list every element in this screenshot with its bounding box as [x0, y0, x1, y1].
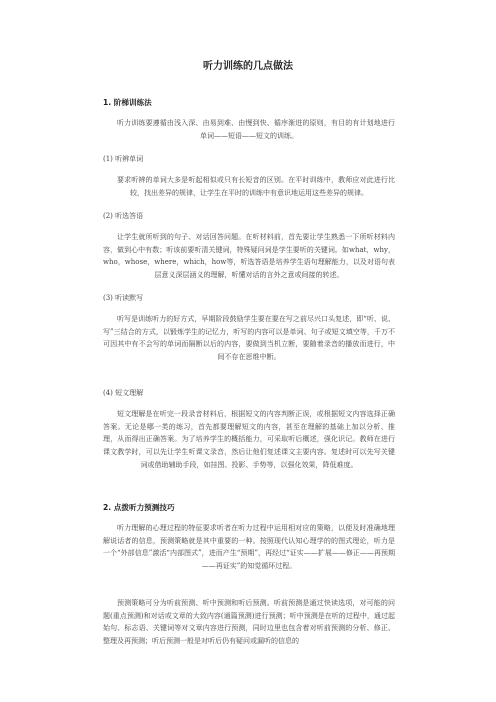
section-1-intro: 听力训练要遵循由浅入深、由易到难、由慢到快、循序渐进的原则，有目的有计划地进行单词——短语——短文的训练。 — [117, 119, 395, 140]
document-title: 听力训练的几点做法 — [203, 61, 293, 72]
section-2-heading: 2. 点拨听力预测技巧 — [103, 503, 175, 512]
item-1-label: (1) 听辨单词 — [103, 155, 144, 163]
item-4-text: 短文理解是在听完一段录音材料后，根据短文的内容判断正误，或根据短文内容选择正确答案。无论是哪一类的练习，首先都要理解短文的内容，甚至在理解的基础上加以分析、推理，从而得出正确答案。为了培养学生的概括能力，可采取听后概述，强化识记。教师在进行课文教学时，可以先让学生听课文录音，然后让他们复述课文主要内容。复述时可以先写关键词或借助辅助手段，如挂图、投影、手势等，以强化效果，降低难度。 — [103, 410, 395, 469]
item-4-label: (4) 短文理解 — [103, 389, 144, 397]
item-3-label: (3) 听读默写 — [103, 294, 144, 302]
item-1-text: 要求听辨的单词大多是听起相似或只有长短音的区别。在平时训练中，教师应对此进行比较，找出差异的规律，让学生在平时的训练中有意识地运用这些差异的规律。 — [117, 176, 395, 197]
item-3-text: 听写是训练听力的好方式，早期阶段鼓励学生要在要在写之前尽兴口头复述，即“听、说、写”三结合的方式，以锻炼学生的记忆力，听写的内容可以是单词、句子或短文填空等，千万不可因其中有不会写的单词而隔断以后的内容，要做到当机立断，要随着录音的播放而进行，中间不存在思维中断。 — [103, 315, 395, 362]
item-2-label: (2) 听选答语 — [103, 212, 144, 220]
section-1-heading: 1. 阶梯训练法 — [103, 98, 152, 107]
section-2-paragraph-2: 预测策略可分为听前预测、听中预测和听后预测。听前预测是通过快读选项，对可能的问题(重点预测)和对话或文章的大致内容(通篇预测)进行预测；听中预测是在听的过程中，通过起始句、标志语、关键词等对文章内容进行预测，同时边里也包含着对听前预测的分析、修正、整理及再预测；听后预测一般是对听后仍有疑问或漏听的信息的 — [103, 599, 395, 646]
section-2-paragraph-1: 听力理解的心理过程的特征要求听者在听力过程中运用相对应的策略，以便及时准确地理解说话者的信息，预测策略就是其中重要的一种。按照现代认知心理学的的图式理论，听力是一个“外部信息”激活“内部图式”，进而产生“预期”，再经过“证实——扩展——修正——再预期——再证实”的知觉循环过程。 — [103, 524, 395, 571]
item-2-text: 让学生就所听到的句子、对话回答问题。在听材料前，首先要让学生熟悉一下所听材料内容，做到心中有数；听该前要听清关键词，特殊疑问词是学生要听的关键词。如what，why，who，whose，where，which，how等，听选答语是培养学生语句理解能力，以及对语句表层意义深层涵义的理解，听懂对话的言外之意或间接的转述。 — [103, 233, 395, 280]
